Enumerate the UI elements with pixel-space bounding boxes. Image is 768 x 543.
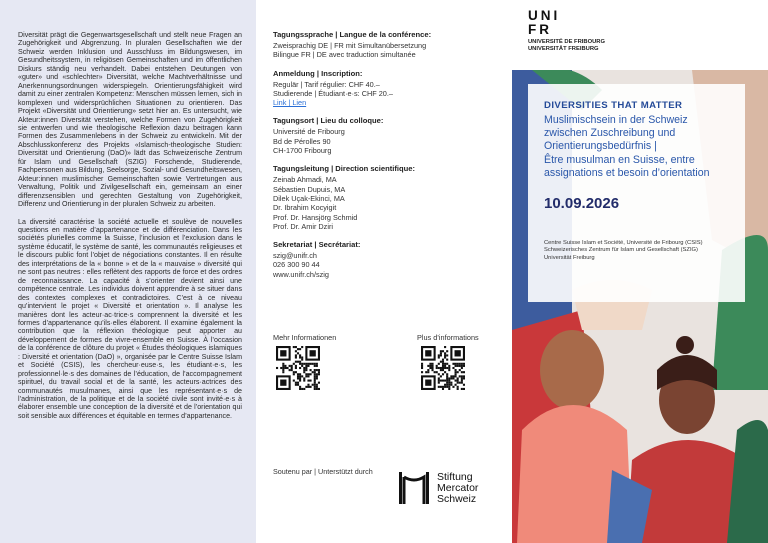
language-line: Zweisprachig DE | FR mit Simultanübersetzung [273, 41, 427, 50]
qr-code-de[interactable] [276, 346, 320, 390]
secretariat-section [273, 240, 502, 279]
secretariat-email: szig@unifr.ch [273, 251, 317, 261]
venue-heading: Tagungsort | Lieu du colloque: [273, 116, 384, 126]
left-panel [0, 0, 256, 543]
unifr-logo: UNI FR UNIVERSITÉ DE FRIBOURG UNIVERSITÄT FREIBURG [528, 8, 605, 52]
organizer-info: Centre Suisse Islam et Société, Université de Fribourg (CSIS) Schweizerisches Zentrum für Islam und Gesellschaft (SZIG) Universität Freiburg [544, 240, 703, 261]
support-label: Soutenu par | Unterstützt durch [273, 467, 373, 476]
registration-line: Studierende | Étudiant·e·s: CHF 20.– [273, 88, 393, 98]
registration-section [273, 69, 502, 108]
qr-code-fr[interactable] [421, 346, 465, 390]
venue-line: Université de Fribourg [273, 127, 345, 137]
registration-link[interactable]: Link | Lien [273, 98, 307, 108]
language-line: Bilingue FR | DE avec traduction simultanée [273, 50, 416, 60]
intro-text-de: Diversität prägt die Gegenwartsgesellschaft und stellt neue Fragen an Zugehörigkeit und Abgrenzung. In pluralen Gesellschaften wie der Schweiz werden Inklusion und Ausschluss im Bildungswesen, im Gesundheitssystem, in religiösen Gemeinschaften und im öffentlichen Diskurs ständig neu verhandelt. Dabei entstehen Deutungen von «guter» und «schlechter» Diversität, welche Machtverhältnisse und Anerkennungsordnungen widerspiegeln. Orientierungsfähigkeit wird damit zu einer zentralen Kompetenz: Menschen müssen lernen, sich in komplexen und widersprüchlichen Situationen zu orientieren. Das Projekt «Diversität und Orientierung» setzt hier an. Es untersucht, wie Akteur:innen Diversität verstehen, welche Formen von Zugehörigkeit sie entwerfen und wie theologische Reflexion dazu beitragen kann Formen des Zusammenlebens in der Schweiz zu entwickeln. Mit der Abschlusskonferenz des Projekts «Islamisch-theologische Studien: Diversität und Orientierung (DaO)» lädt das Schweizerische Zentrum für Islam und Gesellschaft (SZIG) Forschende, Studierende, Fachpersonen aus Bildung, Seelsorge, Sozial- und Gesundheitswesen, Akteur:innen muslimischer Gemeinschaften sowie Vertretungen aus Verwaltung, Politik und Zivilgesellschaft ein, gemeinsam an einer differenzsensiblen und gerechten Gestaltung von Zugehörigkeit, Differenz und Orientierung in der pluralen Schweiz zu arbeiten. [18, 31, 242, 209]
registration-line: Regulär | Tarif régulier: CHF 40.– [273, 79, 380, 89]
secretariat-website: www.unifr.ch/szig [273, 269, 329, 279]
mercator-logo [398, 471, 478, 505]
language-heading: Tagungssprache | Langue de la conférence: [273, 30, 432, 39]
secretariat-heading: Sekretariat | Secrétariat: [273, 240, 361, 250]
cover-panel [512, 0, 768, 543]
venue-line: CH-1700 Fribourg [273, 146, 332, 156]
mercator-name: Stiftung Mercator Schweiz [437, 470, 479, 505]
event-title: DIVERSITIES THAT MATTER [544, 100, 683, 111]
qr-label-fr: Plus d’informations [417, 333, 479, 342]
director-name: Prof. Dr. Amir Dziri [273, 221, 333, 231]
language-section [273, 30, 502, 60]
intro-text-fr: La diversité caractérise la société actuelle et soulève de nouvelles questions en matière d’appartenance et de différenciation. Dans les sociétés plurielles comme la Suisse, l’inclusion et l’exclusion dans le système éducatif, le système de santé, les communautés religieuses et le discours public font l’objet de négociations constantes. Il en résulte des interprétations de la « bonne » et de la « mauvaise » diversité qui ne sont pas neutres : elles reflètent des rapports de force et des ordres de reconnaissance. La capacité à s’orienter devient ainsi une compétence centrale. Les individus doivent apprendre à se situer dans des contextes complexes et contradictoires. C’est à ce niveau qu’intervient le projet « Diversité et orientation ». Il analyse les manières dont les acteur·ac·trice·s comprennent la diversité et les formes d’appartenance qu’ils·elles élaborent. Il examine également la contribution que la réflexion théologique peut apporter au développement de formes de vivre-ensemble en Suisse. À l’occasion de la conférence de clôture du projet « Études théologiques islamiques : Diversité et orientation (DaO) », organisée par le Centre Suisse Islam et Société (CSIS), les chercheur·euse·s, les étudiant·e·s, les professionnel·le·s des domaines de l’éducation, de l’accompagnement spirituel, du travail social et de la santé, les acteurs·actrices des communautés musulmanes, ainsi que les représentant·e·s de l’administration, de la politique et de la société civile sont invité·e·s à élaborer ensemble une conception de la diversité et de l’orientation qui soit sensible aux différences et équitable en termes d’appartenance. [18, 217, 242, 420]
venue-line: Bd de Pérolles 90 [273, 136, 331, 146]
direction-section [273, 164, 502, 231]
event-date: 10.09.2026 [544, 195, 620, 213]
title-card [528, 84, 745, 302]
secretariat-phone: 026 300 90 44 [273, 260, 320, 270]
event-subtitle-fr: Être musulman en Suisse, entre assignations et besoin d’orientation [544, 153, 710, 179]
qr-label-de: Mehr Informationen [273, 333, 337, 342]
registration-heading: Anmeldung | Inscription: [273, 68, 363, 78]
director-name: Prof. Dr. Hansjörg Schmid [273, 212, 358, 222]
director-name: Zeinab Ahmadi, MA [273, 175, 337, 185]
middle-panel [256, 0, 512, 543]
director-name: Dilek Uçak-Ekinci, MA [273, 193, 345, 203]
direction-heading: Tagungsleitung | Direction scientifique: [273, 164, 416, 174]
event-subtitle-de: Muslimischsein in der Schweiz zwischen Zuschreibung und Orientierungsbedürfnis | [544, 114, 688, 153]
director-name: Sébastien Dupuis, MA [273, 184, 346, 194]
director-name: Dr. Ibrahim Kocyigit [273, 203, 337, 213]
venue-section [273, 116, 502, 155]
mercator-mark-icon [398, 471, 430, 505]
